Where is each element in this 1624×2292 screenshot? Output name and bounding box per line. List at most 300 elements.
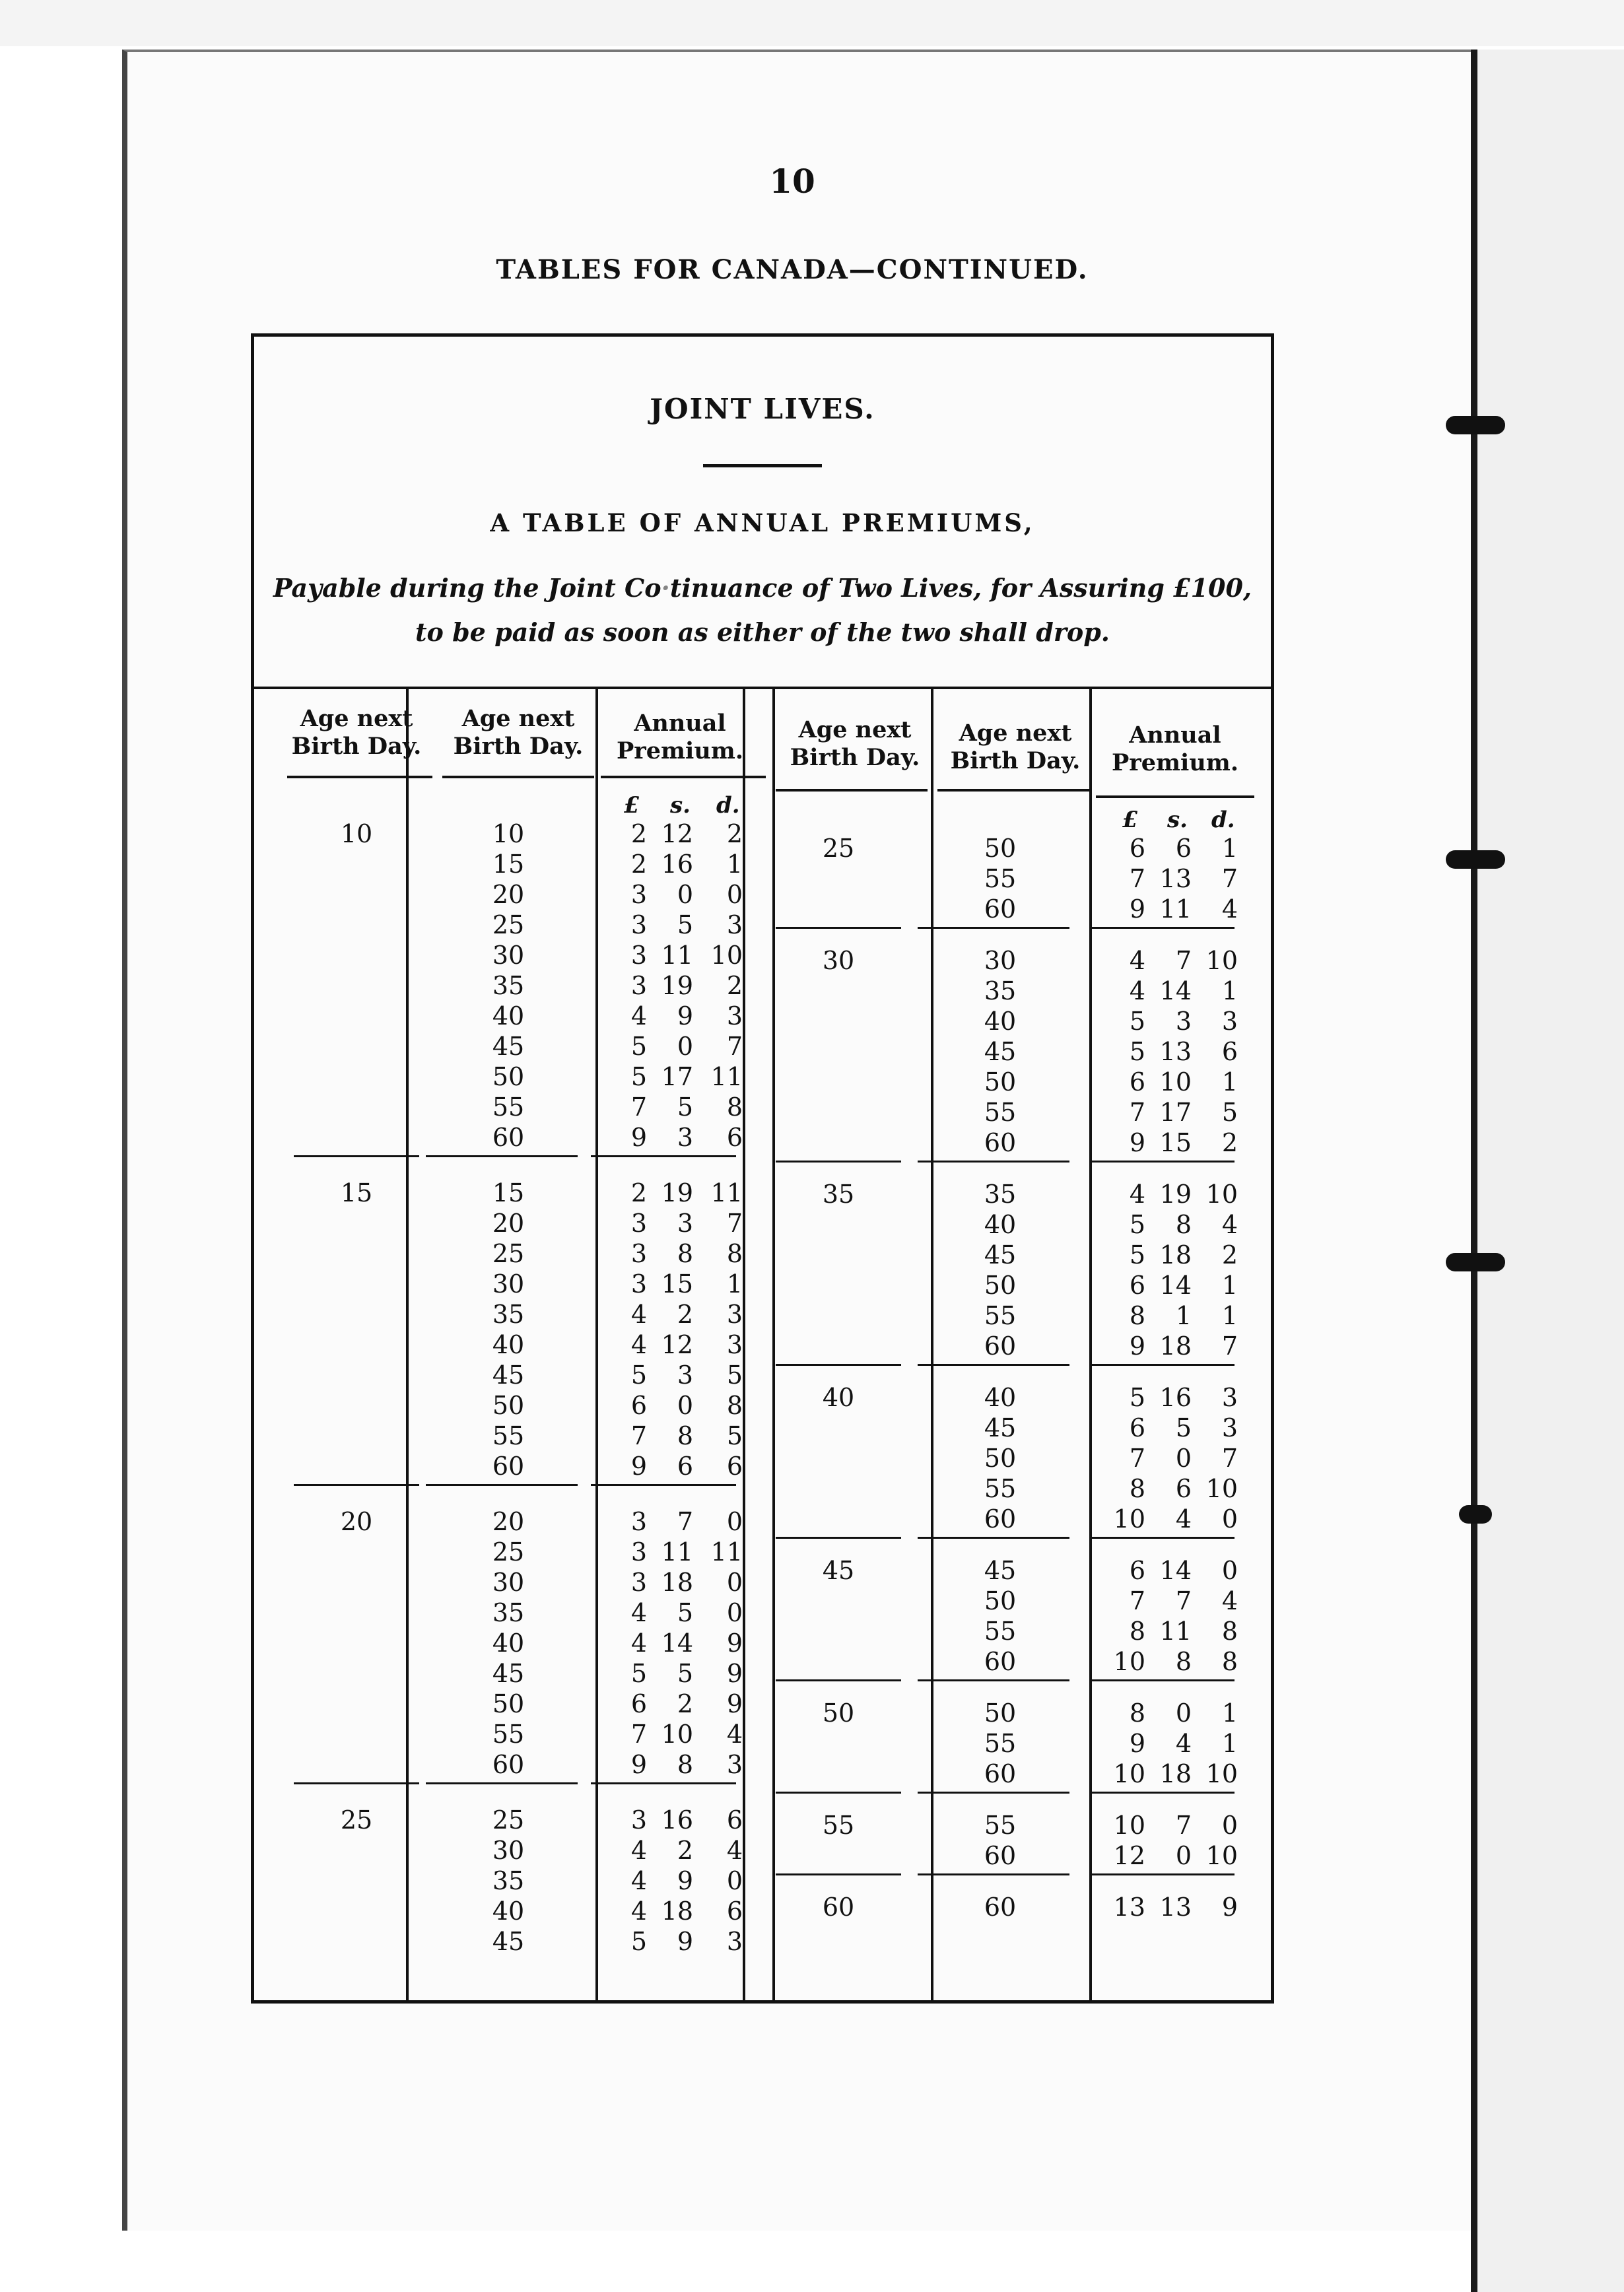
- header-premium-right: [1093, 722, 1258, 777]
- age-second: 15: [492, 1178, 525, 1207]
- premium-pounds: 3: [630, 880, 647, 909]
- age-second: 50: [984, 1586, 1017, 1615]
- premium-pence: 8: [726, 1093, 743, 1122]
- page-number: 10: [769, 162, 815, 201]
- header-bottom-rule: [937, 789, 1089, 792]
- age-second: 50: [492, 1391, 525, 1420]
- binding-ring: [1446, 416, 1505, 434]
- premium-pounds: 9: [1129, 1128, 1145, 1157]
- premium-pence: 4: [726, 1836, 743, 1865]
- header-line: Birth Day.: [790, 744, 920, 771]
- premium-pounds: 2: [630, 1178, 647, 1207]
- premium-shillings: 4: [1175, 1729, 1192, 1758]
- header-top-rule: [251, 687, 1274, 689]
- premium-pounds: 6: [630, 1689, 647, 1718]
- premium-pounds: 5: [630, 1927, 647, 1956]
- premium-pence: 5: [726, 1361, 743, 1390]
- age-second: 60: [984, 1893, 1017, 1922]
- premium-pence: 3: [726, 1330, 743, 1359]
- premium-pence: 3: [726, 1927, 743, 1956]
- premium-pounds: 4: [1129, 946, 1145, 975]
- unit-pence: d.: [1211, 807, 1235, 833]
- age-second: 50: [984, 1444, 1017, 1473]
- premium-pence: 7: [1221, 1331, 1238, 1361]
- unit-shillings: s.: [1167, 807, 1188, 833]
- premium-shillings: 16: [1159, 1383, 1192, 1412]
- group-age-first: 30: [822, 946, 855, 975]
- next-page-edge: [1477, 50, 1624, 2292]
- premium-shillings: 17: [1159, 1098, 1192, 1127]
- column-divider: [772, 688, 775, 2002]
- premium-shillings: 17: [661, 1062, 693, 1091]
- age-second: 60: [984, 1504, 1017, 1534]
- unit-pounds: £: [1122, 807, 1138, 833]
- premium-pence: 7: [1221, 864, 1238, 893]
- premium-pounds: 9: [630, 1123, 647, 1152]
- header-line: Birth Day.: [453, 733, 584, 760]
- group-age-first: 55: [822, 1811, 855, 1840]
- age-second: 15: [492, 850, 525, 879]
- premium-pence: 10: [1205, 1841, 1238, 1870]
- premium-pounds: 8: [1129, 1699, 1145, 1728]
- age-second: 30: [492, 1269, 525, 1298]
- age-second: 60: [984, 894, 1017, 924]
- age-second: 10: [492, 819, 525, 848]
- premium-pence: 2: [1221, 1240, 1238, 1269]
- premium-pence: 8: [726, 1239, 743, 1268]
- group-divider: [918, 1161, 1069, 1163]
- premium-pence: 8: [726, 1391, 743, 1420]
- premium-shillings: 19: [1159, 1180, 1192, 1209]
- header-line: Age next: [959, 720, 1072, 747]
- premium-pounds: 5: [630, 1659, 647, 1688]
- premium-pounds: 3: [630, 941, 647, 970]
- group-divider: [776, 1161, 901, 1163]
- binding-ring: [1446, 850, 1505, 869]
- premium-pounds: 6: [1129, 1271, 1145, 1300]
- premium-pounds: 4: [630, 1897, 647, 1926]
- group-divider: [426, 1484, 578, 1486]
- group-age-first: 35: [822, 1180, 855, 1209]
- premium-pence: 1: [1221, 834, 1238, 863]
- group-divider: [776, 1873, 901, 1875]
- header-line: Age next: [300, 705, 413, 732]
- premium-pounds: 7: [1129, 1098, 1145, 1127]
- age-second: 25: [492, 1805, 525, 1835]
- premium-pence: 0: [1221, 1556, 1238, 1585]
- premium-pounds: 3: [630, 1239, 647, 1268]
- premium-pounds: 7: [1129, 1586, 1145, 1615]
- header-age-first-right: [776, 716, 934, 772]
- unit-shillings: s.: [670, 792, 691, 819]
- premium-pounds: 3: [630, 1568, 647, 1597]
- premium-shillings: 10: [661, 1720, 693, 1749]
- premium-shillings: 4: [1175, 1504, 1192, 1534]
- premium-shillings: 18: [661, 1568, 693, 1597]
- premium-pounds: 9: [630, 1750, 647, 1779]
- group-divider: [776, 1364, 901, 1366]
- premium-pence: 11: [710, 1178, 743, 1207]
- premium-shillings: 7: [1175, 946, 1192, 975]
- premium-shillings: 5: [677, 1659, 693, 1688]
- premium-pounds: 5: [630, 1062, 647, 1091]
- group-age-first: 20: [340, 1507, 373, 1536]
- age-second: 50: [984, 1067, 1017, 1096]
- age-second: 60: [984, 1128, 1017, 1157]
- group-divider: [918, 1792, 1069, 1794]
- premium-shillings: 18: [661, 1897, 693, 1926]
- table-title: A TABLE OF ANNUAL PREMIUMS,: [490, 508, 1035, 537]
- premium-pounds: 3: [630, 1209, 647, 1238]
- premium-pence: 1: [1221, 1271, 1238, 1300]
- header-line: Annual: [634, 710, 726, 737]
- age-second: 50: [984, 1699, 1017, 1728]
- premium-pounds: 5: [1129, 1240, 1145, 1269]
- premium-pence: 0: [726, 1866, 743, 1895]
- age-second: 60: [984, 1841, 1017, 1870]
- header-line: Age next: [798, 716, 912, 743]
- premium-shillings: 13: [1159, 1037, 1192, 1066]
- premium-pounds: 4: [630, 1598, 647, 1627]
- premium-shillings: 19: [661, 971, 693, 1000]
- age-second: 35: [492, 1866, 525, 1895]
- premium-pence: 10: [1205, 1759, 1238, 1788]
- premium-pence: 0: [726, 1568, 743, 1597]
- header-bottom-rule: [442, 776, 594, 778]
- group-divider: [918, 1679, 1069, 1681]
- premium-pounds: 7: [1129, 1444, 1145, 1473]
- group-divider: [776, 1792, 901, 1794]
- premium-pence: 8: [1221, 1617, 1238, 1646]
- age-second: 45: [984, 1413, 1017, 1442]
- group-divider: [591, 1155, 736, 1157]
- age-second: 45: [492, 1361, 525, 1390]
- premium-pounds: 5: [1129, 1007, 1145, 1036]
- age-second: 45: [984, 1240, 1017, 1269]
- premium-pence: 3: [726, 1001, 743, 1030]
- premium-shillings: 14: [661, 1629, 693, 1658]
- age-second: 55: [984, 1617, 1017, 1646]
- age-second: 35: [492, 1300, 525, 1329]
- age-second: 20: [492, 1209, 525, 1238]
- premium-shillings: 3: [677, 1361, 693, 1390]
- premium-pence: 1: [1221, 1301, 1238, 1330]
- premium-shillings: 2: [677, 1300, 693, 1329]
- premium-pence: 9: [726, 1629, 743, 1658]
- premium-pounds: 6: [1129, 1413, 1145, 1442]
- unit-pounds: £: [624, 792, 640, 819]
- premium-pence: 0: [726, 1598, 743, 1627]
- header-age-second-left: [439, 705, 597, 760]
- premium-pence: 6: [1221, 1037, 1238, 1066]
- age-second: 55: [492, 1720, 525, 1749]
- group-divider: [1089, 1679, 1235, 1681]
- premium-shillings: 3: [1175, 1007, 1192, 1036]
- age-second: 50: [984, 834, 1017, 863]
- premium-pounds: 8: [1129, 1474, 1145, 1503]
- premium-pence: 4: [1221, 1586, 1238, 1615]
- group-divider: [591, 1782, 736, 1784]
- age-second: 30: [492, 941, 525, 970]
- premium-pence: 7: [1221, 1444, 1238, 1473]
- subtitle-part-1: Payable during the Joint Co: [273, 573, 661, 603]
- premium-pounds: 9: [1129, 1729, 1145, 1758]
- premium-shillings: 3: [677, 1123, 693, 1152]
- group-age-first: 25: [340, 1805, 373, 1835]
- premium-pence: 10: [710, 941, 743, 970]
- premium-pence: 10: [1205, 946, 1238, 975]
- age-second: 60: [984, 1759, 1017, 1788]
- premium-pounds: 10: [1113, 1811, 1145, 1840]
- age-second: 35: [492, 1598, 525, 1627]
- premium-pounds: 4: [630, 1300, 647, 1329]
- premium-pence: 1: [726, 1269, 743, 1298]
- premium-pounds: 3: [630, 910, 647, 939]
- age-second: 50: [492, 1062, 525, 1091]
- age-second: 55: [984, 1811, 1017, 1840]
- premium-shillings: 9: [677, 1927, 693, 1956]
- age-second: 40: [492, 1330, 525, 1359]
- premium-pence: 0: [726, 1507, 743, 1536]
- premium-shillings: 7: [1175, 1586, 1192, 1615]
- column-divider: [743, 688, 745, 2002]
- premium-shillings: 18: [1159, 1240, 1192, 1269]
- age-second: 50: [984, 1271, 1017, 1300]
- header-line: Premium.: [616, 737, 744, 764]
- unit-pence: d.: [716, 792, 740, 819]
- age-second: 25: [492, 910, 525, 939]
- premium-pounds: 3: [630, 1507, 647, 1536]
- group-divider: [776, 1679, 901, 1681]
- premium-pounds: 12: [1113, 1841, 1145, 1870]
- premium-pounds: 13: [1113, 1893, 1145, 1922]
- premium-shillings: 9: [677, 1001, 693, 1030]
- premium-shillings: 12: [661, 819, 693, 848]
- age-second: 55: [984, 864, 1017, 893]
- group-divider: [294, 1484, 419, 1486]
- premium-pence: 3: [1221, 1007, 1238, 1036]
- premium-shillings: 1: [1175, 1301, 1192, 1330]
- group-divider: [776, 927, 901, 929]
- premium-shillings: 8: [677, 1750, 693, 1779]
- premium-shillings: 10: [1159, 1067, 1192, 1096]
- premium-pence: 2: [1221, 1128, 1238, 1157]
- header-line: Birth Day.: [291, 733, 422, 760]
- premium-pounds: 5: [1129, 1383, 1145, 1412]
- age-second: 40: [984, 1007, 1017, 1036]
- age-second: 45: [984, 1556, 1017, 1585]
- binding-ring: [1446, 1253, 1505, 1271]
- age-second: 60: [984, 1331, 1017, 1361]
- premium-pounds: 10: [1113, 1759, 1145, 1788]
- premium-pence: 1: [1221, 976, 1238, 1005]
- premium-pence: 0: [726, 880, 743, 909]
- premium-pounds: 2: [630, 850, 647, 879]
- premium-pence: 3: [1221, 1383, 1238, 1412]
- header-age-second-right: [936, 720, 1095, 775]
- age-second: 20: [492, 1507, 525, 1536]
- premium-pence: 4: [1221, 894, 1238, 924]
- premium-shillings: 11: [661, 941, 693, 970]
- premium-shillings: 11: [1159, 894, 1192, 924]
- title-rule: [703, 464, 822, 467]
- age-second: 20: [492, 880, 525, 909]
- premium-pence: 9: [726, 1689, 743, 1718]
- group-divider: [426, 1155, 578, 1157]
- age-second: 60: [492, 1452, 525, 1481]
- premium-pounds: 5: [1129, 1037, 1145, 1066]
- premium-shillings: 15: [661, 1269, 693, 1298]
- premium-pence: 0: [1221, 1504, 1238, 1534]
- scan-edge: [0, 0, 1624, 46]
- group-divider: [918, 1873, 1069, 1875]
- binding-ring: [1459, 1505, 1492, 1524]
- premium-shillings: 5: [677, 1093, 693, 1122]
- premium-shillings: 16: [661, 1805, 693, 1835]
- premium-pounds: 3: [630, 1537, 647, 1567]
- premium-pence: 5: [1221, 1098, 1238, 1127]
- group-divider: [918, 927, 1069, 929]
- group-divider: [918, 1537, 1069, 1539]
- subtitle-part-2: tinuance of Two Lives, for Assuring £100,: [669, 573, 1252, 603]
- age-second: 30: [984, 946, 1017, 975]
- age-second: 50: [492, 1689, 525, 1718]
- group-divider: [1089, 1161, 1235, 1163]
- group-divider: [918, 1364, 1069, 1366]
- age-second: 45: [492, 1659, 525, 1688]
- binding-spine: [1471, 50, 1477, 2292]
- premium-pounds: 9: [1129, 1331, 1145, 1361]
- table-subtitle-line-1: [251, 573, 1274, 603]
- premium-pence: 3: [726, 910, 743, 939]
- premium-shillings: 13: [1159, 1893, 1192, 1922]
- header-bottom-rule: [601, 776, 766, 778]
- premium-pounds: 3: [630, 971, 647, 1000]
- premium-pence: 10: [1205, 1474, 1238, 1503]
- age-second: 45: [984, 1037, 1017, 1066]
- age-second: 60: [492, 1123, 525, 1152]
- premium-pence: 3: [726, 1300, 743, 1329]
- premium-pence: 10: [1205, 1180, 1238, 1209]
- premium-shillings: 19: [661, 1178, 693, 1207]
- group-age-first: 25: [822, 834, 855, 863]
- premium-shillings: 6: [1175, 834, 1192, 863]
- age-second: 55: [492, 1093, 525, 1122]
- premium-shillings: 2: [677, 1836, 693, 1865]
- premium-shillings: 0: [677, 1032, 693, 1061]
- premium-pounds: 9: [630, 1452, 647, 1481]
- premium-shillings: 6: [1175, 1474, 1192, 1503]
- column-divider: [931, 688, 933, 2002]
- premium-shillings: 2: [677, 1689, 693, 1718]
- premium-shillings: 14: [1159, 976, 1192, 1005]
- age-second: 55: [984, 1729, 1017, 1758]
- header-line: Age next: [461, 705, 575, 732]
- age-second: 40: [492, 1897, 525, 1926]
- age-second: 35: [984, 1180, 1017, 1209]
- premium-pence: 2: [726, 819, 743, 848]
- premium-pounds: 5: [630, 1032, 647, 1061]
- premium-pence: 7: [726, 1032, 743, 1061]
- premium-pounds: 4: [630, 1836, 647, 1865]
- premium-shillings: 14: [1159, 1556, 1192, 1585]
- premium-pounds: 9: [1129, 894, 1145, 924]
- age-second: 40: [984, 1383, 1017, 1412]
- premium-pounds: 4: [1129, 976, 1145, 1005]
- premium-shillings: 9: [677, 1866, 693, 1895]
- premium-pounds: 10: [1113, 1504, 1145, 1534]
- premium-pence: 5: [726, 1421, 743, 1450]
- premium-pounds: 6: [1129, 1556, 1145, 1585]
- age-second: 40: [984, 1210, 1017, 1239]
- premium-pounds: 8: [1129, 1301, 1145, 1330]
- premium-pence: 6: [726, 1897, 743, 1926]
- group-age-first: 45: [822, 1556, 855, 1585]
- subtitle-gap: ·: [661, 573, 670, 603]
- premium-shillings: 0: [1175, 1841, 1192, 1870]
- age-second: 25: [492, 1537, 525, 1567]
- premium-pounds: 4: [630, 1629, 647, 1658]
- page-heading: TABLES FOR CANADA—CONTINUED.: [496, 254, 1089, 285]
- premium-pounds: 6: [1129, 834, 1145, 863]
- premium-shillings: 18: [1159, 1759, 1192, 1788]
- premium-pence: 6: [726, 1123, 743, 1152]
- premium-pence: 1: [1221, 1699, 1238, 1728]
- age-second: 60: [492, 1750, 525, 1779]
- premium-shillings: 6: [677, 1452, 693, 1481]
- age-second: 60: [984, 1647, 1017, 1676]
- premium-shillings: 0: [1175, 1444, 1192, 1473]
- age-second: 40: [492, 1629, 525, 1658]
- group-divider: [1089, 1792, 1235, 1794]
- premium-shillings: 8: [677, 1239, 693, 1268]
- premium-pounds: 5: [1129, 1210, 1145, 1239]
- premium-pence: 8: [1221, 1647, 1238, 1676]
- header-bottom-rule: [287, 776, 432, 778]
- age-second: 25: [492, 1239, 525, 1268]
- age-second: 45: [492, 1032, 525, 1061]
- age-second: 30: [492, 1568, 525, 1597]
- age-second: 40: [492, 1001, 525, 1030]
- premium-pounds: 4: [630, 1001, 647, 1030]
- group-age-first: 50: [822, 1699, 855, 1728]
- premium-pounds: 3: [630, 1269, 647, 1298]
- age-second: 35: [984, 976, 1017, 1005]
- premium-pounds: 7: [1129, 864, 1145, 893]
- premium-shillings: 8: [1175, 1647, 1192, 1676]
- premium-pence: 4: [1221, 1210, 1238, 1239]
- premium-shillings: 5: [677, 910, 693, 939]
- premium-shillings: 11: [1159, 1617, 1192, 1646]
- header-age-first-left: [284, 705, 429, 760]
- header-bottom-rule: [1096, 795, 1254, 798]
- group-age-first: 15: [340, 1178, 373, 1207]
- group-divider: [776, 1537, 901, 1539]
- premium-pence: 7: [726, 1209, 743, 1238]
- group-divider: [1089, 1873, 1235, 1875]
- premium-shillings: 13: [1159, 864, 1192, 893]
- premium-pounds: 4: [630, 1330, 647, 1359]
- premium-shillings: 11: [661, 1537, 693, 1567]
- column-divider: [406, 688, 409, 2002]
- premium-pence: 1: [1221, 1729, 1238, 1758]
- section-title: JOINT LIVES.: [650, 393, 875, 425]
- age-second: 55: [984, 1098, 1017, 1127]
- premium-pence: 4: [726, 1720, 743, 1749]
- premium-pounds: 4: [630, 1866, 647, 1895]
- group-divider: [1089, 1364, 1235, 1366]
- age-second: 55: [984, 1301, 1017, 1330]
